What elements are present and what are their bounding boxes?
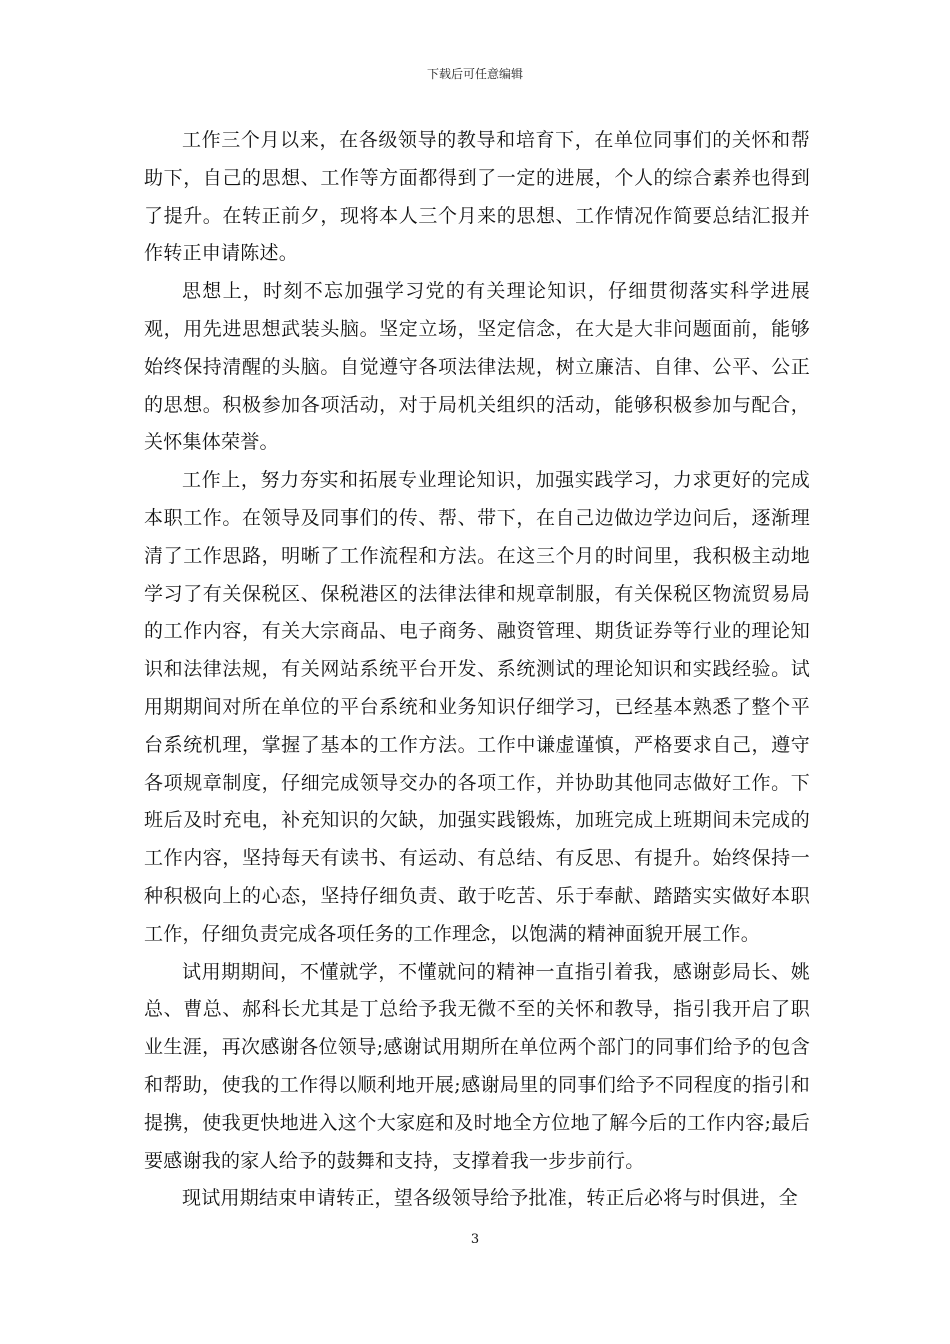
paragraph-application: 现试用期结束申请转正，望各级领导给予批准，转正后必将与时俱进，全 bbox=[182, 1187, 799, 1210]
paragraph-thanks: 试用期期间，不懂就学，不懂就问的精神一直指引着我，感谢彭局长、姚总、曹总、郝科长尤其是丁总给予我无微不至的关怀和教导，指引我开启了职业生涯，再次感谢各位领导;感谢试用期所在单位两个部门的同事们给予的包含和帮助，使我的工作得以顺利地开展;感谢局里的同事们给予不同程度的指引和提携，使我更快地进入这个大家庭和及时地全方位地了解今后的工作内容;最后要感谢我的家人给予的鼓舞和支持，支撑着我一步步前行。 bbox=[144, 960, 810, 1172]
page-header: 下载后可任意编辑 bbox=[426, 67, 523, 81]
paragraph-thought: 思想上，时刻不忘加强学习党的有关理论知识，仔细贯彻落实科学进展观，用先进思想武装头脑。坚定立场，坚定信念，在大是大非问题面前，能够始终保持清醒的头脑。自觉遵守各项法律法规，树立廉洁、自律、公平、公正的思想。积极参加各项活动，对于局机关组织的活动，能够积极参加与配合，关怀集体荣誉。 bbox=[144, 280, 810, 454]
paragraph-intro: 工作三个月以来，在各级领导的教导和培育下，在单位同事们的关怀和帮助下，自己的思想、工作等方面都得到了一定的进展，个人的综合素养也得到了提升。在转正前夕，现将本人三个月来的思想、工作情况作简要总结汇报并作转正申请陈述。 bbox=[144, 129, 810, 265]
page-number: 3 bbox=[470, 1232, 480, 1247]
document-body bbox=[144, 122, 810, 1218]
paragraph-work: 工作上，努力夯实和拓展专业理论知识，加强实践学习，力求更好的完成本职工作。在领导及同事们的传、帮、带下，在自己边做边学边问后，逐渐理清了工作思路，明晰了工作流程和方法。在这三个月的时间里，我积极主动地学习了有关保税区、保税港区的法律法律和规章制服，有关保税区物流贸易局的工作内容，有关大宗商品、电子商务、融资管理、期货证券等行业的理论知识和法律法规，有关网站系统平台开发、系统测试的理论知识和实践经验。试用期期间对所在单位的平台系统和业务知识仔细学习，已经基本熟悉了整个平台系统机理，掌握了基本的工作方法。工作中谦虚谨慎，严格要求自己，遵守各项规章制度，仔细完成领导交办的各项工作，并协助其他同志做好工作。下班后及时充电，补充知识的欠缺，加强实践锻炼，加班完成上班期间未完成的工作内容，坚持每天有读书、有运动、有总结、有反思、有提升。始终保持一种积极向上的心态，坚持仔细负责、敢于吃苦、乐于奉献、踏踏实实做好本职工作，仔细负责完成各项任务的工作理念，以饱满的精神面貌开展工作。 bbox=[144, 469, 810, 945]
